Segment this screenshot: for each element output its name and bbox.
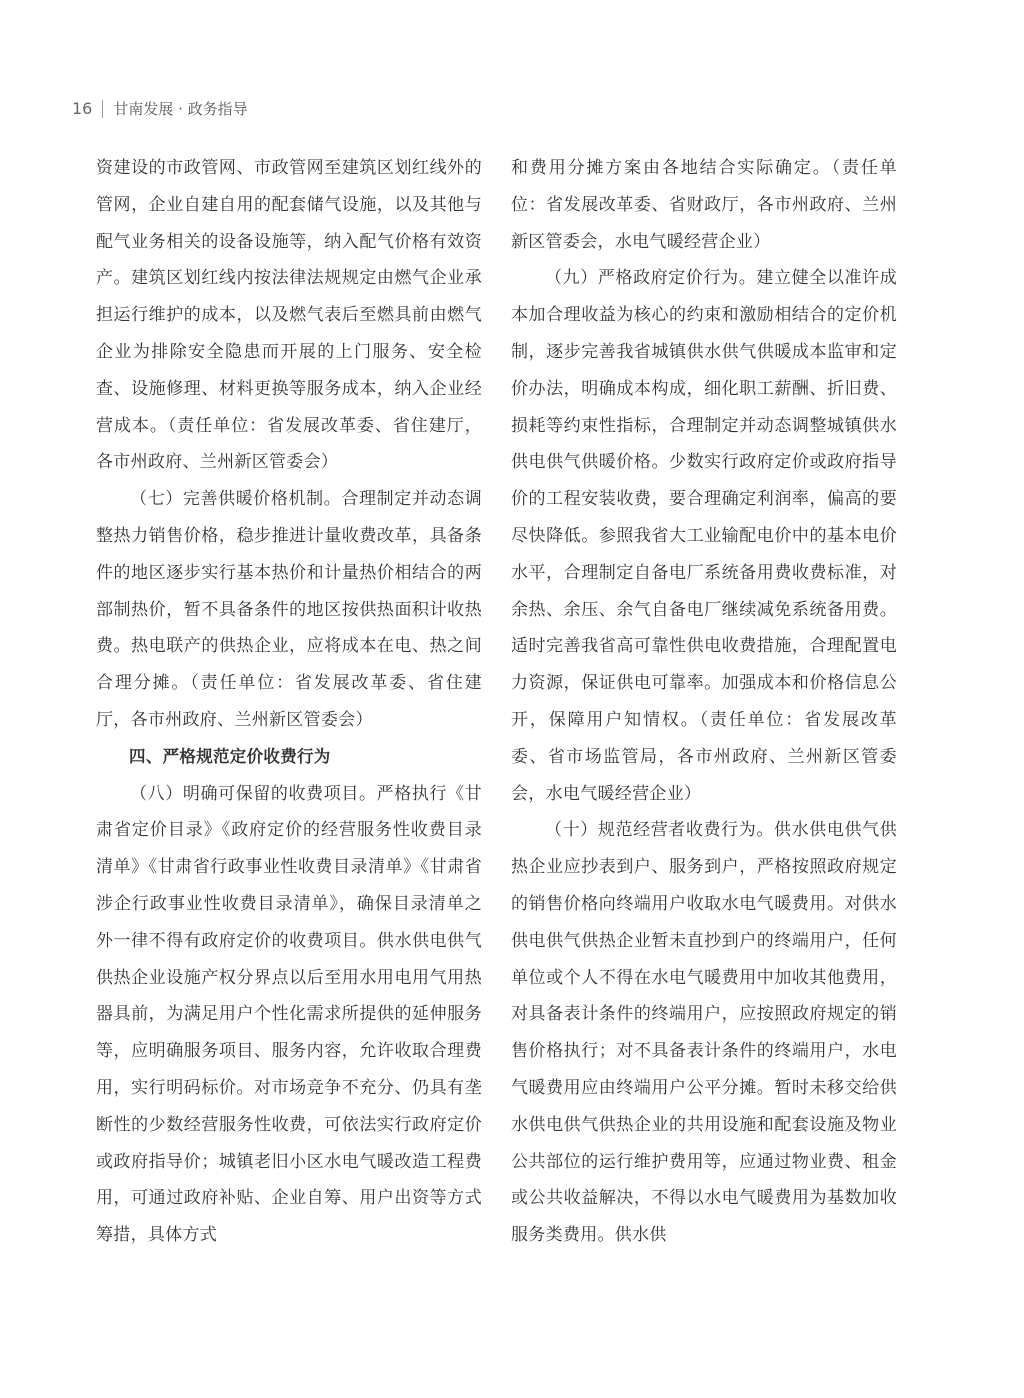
paragraph: （九）严格政府定价行为。建立健全以准许成本加合理收益为核心的约束和激励相结合的定价机制，逐步完善我省城镇供水供气供暖成本监审和定价办法，明确成本构成，细化职工薪酬、折旧费、损耗等约束性指标，合理制定并动态调整城镇供水供电供气供暖价格。少数实行政府定价或政府指导价的工程安装收费，要合理确定利润率，偏高的要尽快降低。参照我省大工业输配电价中的基本电价水平，合理制定自备电厂系统备用费收费标准，对余热、余压、余气自备电厂继续减免系统备用费。适时完善我省高可靠性供电收费措施，合理配置电力资源，保证供电可靠率。加强成本和价格信息公开，保障用户知情权。（责任单位：省发展改革委、省市场监管局，各市州政府、兰州新区管委会，水电气暖经营企业） (511, 268, 897, 804)
paragraph: （八）明确可保留的收费项目。严格执行《甘肃省定价目录》《政府定价的经营服务性收费目录清单》《甘肃省行政事业性收费目录清单》《甘肃省涉企行政事业性收费目录清单》，确保目录清单之外一律不得有政府定价的收费项目。供水供电供气供热企业设施产权分界点以后至用水用电用气用热器具前，为满足用户个性化需求所提供的延伸服务等，应明确服务项目、服务内容，允许收取合理费用，实行明码标价。对市场竞争不充分、仍具有垄断性的少数经营服务性收费，可依法实行政府定价或政府指导价；城镇老旧小区水电气暖改造工程费用，可通过政府补贴、企业自筹、用户出资等方式筹措，具体方式 (96, 783, 482, 1246)
paragraph: 和费用分摊方案由各地结合实际确定。（责任单位：省发展改革委、省财政厅，各市州政府、兰州新区管委会，水电气暖经营企业） (511, 158, 897, 252)
page-header (72, 98, 248, 119)
paragraph: （七）完善供暖价格机制。合理制定并动态调整热力销售价格，稳步推进计量收费改革，具备条件的地区逐步实行基本热价和计量热价相结合的两部制热价，暂不具备条件的地区按供热面积计收热费。热电联产的供热企业，应将成本在电、热之间合理分摊。（责任单位：省发展改革委、省住建厅，各市州政府、兰州新区管委会） (96, 489, 482, 730)
publication-title: 甘南发展 · 政务指导 (113, 100, 248, 118)
left-column (96, 150, 482, 1254)
section-heading: 四、严格规范定价收费行为 (129, 746, 331, 766)
right-column (511, 150, 897, 1254)
page-number: 16 (72, 99, 93, 118)
paragraph: 资建设的市政管网、市政管网至建筑区划红线外的管网，企业自建自用的配套储气设施，以及其他与配气业务相关的设备设施等，纳入配气价格有效资产。建筑区划红线内按法律法规规定由燃气企业承担运行维护的成本，以及燃气表后至燃具前由燃气企业为排除安全隐患而开展的上门服务、安全检查、设施修理、材料更换等服务成本，纳入企业经营成本。（责任单位：省发展改革委、省住建厅，各市州政府、兰州新区管委会） (96, 158, 482, 473)
paragraph: （十）规范经营者收费行为。供水供电供气供热企业应抄表到户、服务到户，严格按照政府规定的销售价格向终端用户收取水电气暖费用。对供水供电供气供热企业暂未直抄到户的终端用户，任何单位或个人不得在水电气暖费用中加收其他费用，对具备表计条件的终端用户，应按照政府规定的销售价格执行；对不具备表计条件的终端用户，水电气暖费用应由终端用户公平分摊。暂时未移交给供水供电供气供热企业的共用设施和配套设施及物业公共部位的运行维护费用等，应通过物业费、租金或公共收益解决，不得以水电气暖费用为基数加收服务类费用。供水供 (511, 820, 897, 1246)
header-divider (102, 100, 103, 118)
